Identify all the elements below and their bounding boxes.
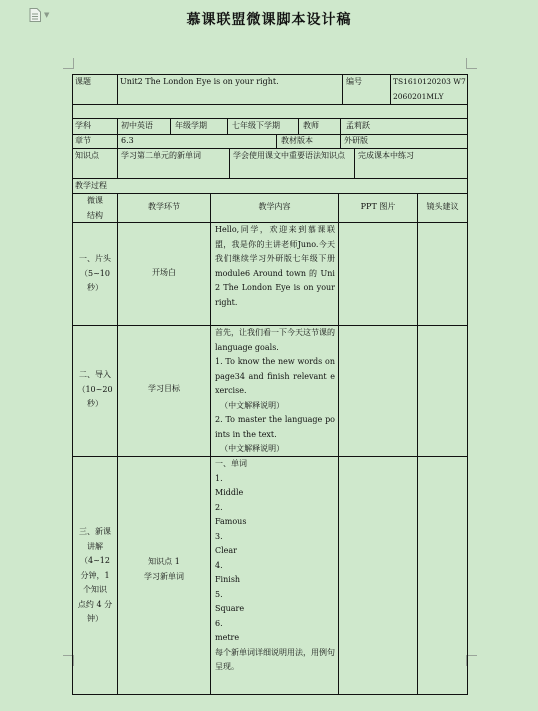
chapter-value: 6.3 [121, 136, 134, 145]
process-heading: 教学过程 [75, 181, 107, 190]
teacher-value: 孟莉跃 [346, 121, 370, 130]
column-header-ppt: PPT 图片 [360, 202, 396, 211]
knowledge-point-2: 学会使用课文中重要语法知识点 [233, 151, 345, 160]
semester-label: 年级学期 [175, 121, 207, 130]
knowledge-label: 知识点 [75, 151, 99, 160]
knowledge-point-1: 学习第二单元的新单词 [121, 151, 201, 160]
column-header-stage: 教学环节 [148, 202, 180, 211]
topic-label: 课题 [75, 77, 91, 86]
column-header-camera: 镜头建议 [426, 202, 459, 211]
column-header-content: 教学内容 [258, 202, 291, 211]
topic-value: Unit2 The London Eye is on your right. [120, 77, 279, 86]
margin-mark [63, 58, 74, 69]
table-row-structure: 三、新课 讲解 （4~12 分钟，1 个知识 点约 4 分 钟） [77, 527, 113, 623]
subject-value: 初中英语 [121, 121, 153, 130]
table-row-structure: 一、片头 （5~10 秒） [79, 254, 111, 292]
table-row-content: 首先，让我们看一下今天这节课的 language goals. 1. To know the new words on page34 and finish relevant exercise. （中文解释说明） 2. To master the language points in the text. （中文解释说明） [215, 328, 335, 453]
chapter-label: 章节 [75, 136, 91, 145]
table-row-stage: 开场白 [152, 268, 176, 277]
teacher-label: 教师 [303, 121, 319, 130]
textbook-value: 外研版 [344, 136, 368, 145]
table-row-stage: 知识点 1 学习新单词 [144, 557, 184, 581]
chevron-down-icon[interactable]: ▼ [44, 11, 50, 19]
subject-label: 学科 [75, 121, 91, 130]
textbook-label: 教材版本 [281, 136, 313, 145]
code-value: TS1610120203 W72060201MLY [393, 77, 466, 101]
table-row-stage: 学习目标 [148, 384, 180, 393]
table-row-content: Hello,同学，欢迎来到慕课联盟，我是你的主讲老师Juno.今天我们继续学习外研版七年级下册 module6 Around town 的 Uni2 The London Eye is on your right. [215, 225, 338, 307]
code-label: 编号 [346, 77, 362, 86]
semester-value: 七年级下学期 [232, 121, 280, 130]
margin-mark [466, 58, 477, 69]
table-row-content: 一、单词 1. Middle 2. Famous 3. Clear 4. Finish 5. Square 6. metre 每个新单词详细说明用法，用例句呈现。 [215, 459, 335, 671]
column-header-structure: 微课结构 [87, 196, 103, 220]
document-title: 慕课联盟微课脚本设计稿 [186, 12, 352, 28]
table-row-structure: 二、导入 （10~20 秒） [77, 370, 113, 408]
knowledge-point-3: 完成课本中练习 [358, 151, 414, 160]
